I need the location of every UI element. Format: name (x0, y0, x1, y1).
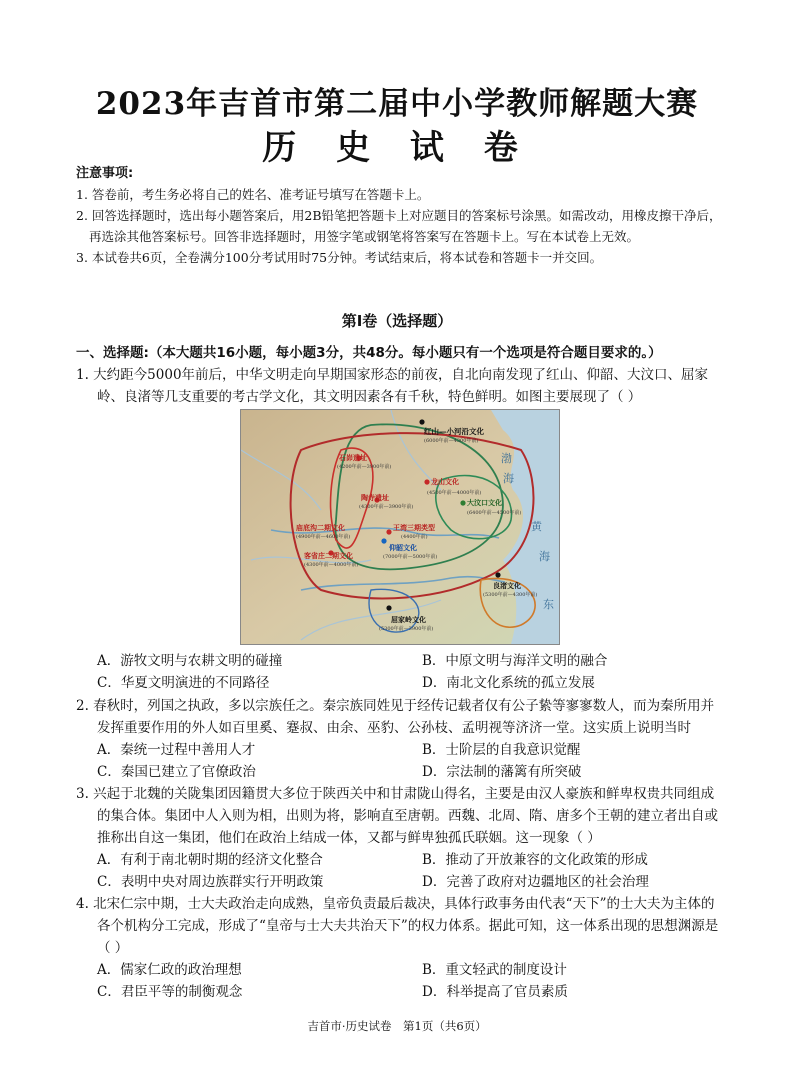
map-label: 庙底沟二期文化 (296, 523, 345, 532)
option-a[interactable]: A．有利于南北朝时期的经济文化整合 (97, 852, 323, 868)
note-item: 2. 回答选择题时，选出每小题答案后，用2B铅笔把答题卡上对应题目的答案标号涂黑。如需改动，用橡皮擦干净后，再选涂其他答案标号。回答非选择题时，用签字笔或钢笔将答案写在答题卡上。写在本试卷上无效。 (76, 208, 722, 244)
option-a[interactable]: A．儒家仁政的政治理想 (97, 962, 242, 978)
option-a[interactable]: A．秦统一过程中善用人才 (97, 742, 256, 758)
map-label: 客省庄二期文化 (304, 551, 353, 560)
question-3 (76, 783, 726, 893)
note-item: 3. 本试卷共6页，全卷满分100分考试用时75分钟。考试结束后，将本试卷和答题卡一并交回。 (76, 250, 603, 265)
map-label-date: (4200年前—3900年前) (337, 464, 392, 470)
page-footer: 吉首市·历史试卷 第1页（共6页） (307, 1019, 487, 1033)
option-d[interactable]: D．宗法制的藩篱有所突破 (422, 764, 582, 780)
map-label-date: (4300年前—4000年前) (304, 562, 359, 568)
map-label: 仰韶文化 (389, 543, 417, 552)
notes-heading: 注意事项: (76, 166, 134, 181)
note-item: 1. 答卷前，考生务必将自己的姓名、准考证号填写在答题卡上。 (76, 187, 430, 202)
question-1 (76, 364, 726, 408)
question-stem: 2. 春秋时，列国之执政，多以宗族任之。秦宗族同姓见于经传记载者仅有公子絷等寥寥数人，而为秦所用并发挥重要作用的外人如百里奚、蹇叔、由余、巫豹、公孙枝、孟明视等济济一堂。这实质上说明当时 (76, 698, 715, 736)
sea-label: 海 (503, 472, 514, 485)
option-c[interactable]: C．华夏文明演进的不同路径 (97, 675, 270, 691)
map-label: 红山—小河沿文化 (424, 427, 484, 436)
map-label-date: (4900年前—4600年前) (296, 534, 351, 540)
question-2 (76, 695, 726, 783)
culture-map (240, 409, 560, 645)
sea-label: 东 (543, 598, 554, 611)
question-stem: 1. 大约距今5000年前后，中华文明走向早期国家形态的前夜，自北向南发现了红山、仰韶、大汶口、屈家岭、良渚等几支重要的考古学文化，其文明因素各有千秋，特色鲜明。如图主要展现了（ ） (76, 367, 709, 405)
map-label-date: (4400年前) (401, 534, 428, 540)
option-c[interactable]: C．表明中央对周边族群实行开明政策 (97, 874, 324, 890)
map-label: 石峁遗址 (339, 453, 367, 462)
option-b[interactable]: B．重文轻武的制度设计 (422, 962, 567, 978)
option-a[interactable]: A．游牧文明与农耕文明的碰撞 (97, 653, 283, 669)
question-stem: 4. 北宋仁宗中期，士大夫政治走向成熟，皇帝负责最后裁决，具体行政事务由代表“天下”的士大夫为主体的各个机构分工完成，形成了“皇帝与士大夫共治天下”的权力体系。据此可知，这一体系出现的思想渊源是（ ） (76, 896, 719, 956)
map-label: 陶寺遗址 (361, 493, 389, 502)
map-label-date: (5300年前—3900年前) (379, 626, 434, 632)
map-label-date: (4300年前—3900年前) (359, 504, 414, 510)
sea-label: 海 (539, 550, 550, 563)
map-label-date: (7000年前—5000年前) (383, 554, 438, 560)
map-label: 王湾三期类型 (393, 523, 435, 532)
map-label: 良渚文化 (493, 581, 521, 590)
map-label: 屈家岭文化 (391, 615, 426, 624)
option-d[interactable]: D．科举提高了官员素质 (422, 984, 568, 1000)
option-d[interactable]: D．完善了政府对边疆地区的社会治理 (422, 874, 649, 890)
map-label-date: (6400年前—4500年前) (467, 510, 522, 516)
sea-label: 渤 (501, 452, 512, 465)
exam-subtitle: 历 史 试 卷 (262, 128, 532, 168)
map-label-date: (4500年前—4000年前) (427, 490, 482, 496)
map-label: 大汶口文化 (467, 498, 502, 507)
notes-block (76, 163, 726, 268)
option-c[interactable]: C．秦国已建立了官僚政治 (97, 764, 256, 780)
option-d[interactable]: D．南北文化系统的孤立发展 (422, 675, 595, 691)
question-1-options (76, 650, 726, 694)
option-b[interactable]: B．推动了开放兼容的文化政策的形成 (422, 852, 648, 868)
exam-title: 2023年吉首市第二届中小学教师解题大赛 (95, 86, 699, 122)
map-label-date: (5300年前—4300年前) (483, 592, 538, 598)
map-label: 龙山文化 (431, 477, 459, 486)
option-b[interactable]: B．士阶层的自我意识觉醒 (422, 742, 581, 758)
question-4 (76, 893, 726, 1003)
question-stem: 3. 兴起于北魏的关陇集团因籍贯大多位于陕西关中和甘肃陇山得名，主要是由汉人豪族和鲜卑权贵共同组成的集合体。集团中人入则为相，出则为将，影响直至唐朝。西魏、北周、隋、唐多个王朝的建立者出自或推称出自这一集团，他们在政治上结成一体，又都与鲜卑独孤氏联姻。这一现象（ ） (76, 786, 718, 846)
part-title: 一、选择题:（本大题共16小题，每小题3分，共48分。每小题只有一个选项是符合题目要求的。） (76, 345, 662, 361)
option-b[interactable]: B．中原文明与海洋文明的融合 (422, 653, 608, 669)
map-label-date: (6000年前—4300年前) (424, 438, 479, 444)
map-figure (241, 410, 559, 644)
section-title: 第Ⅰ卷（选择题） (341, 312, 453, 330)
sea-label: 黄 (531, 520, 542, 533)
option-c[interactable]: C．君臣平等的制衡观念 (97, 984, 243, 1000)
